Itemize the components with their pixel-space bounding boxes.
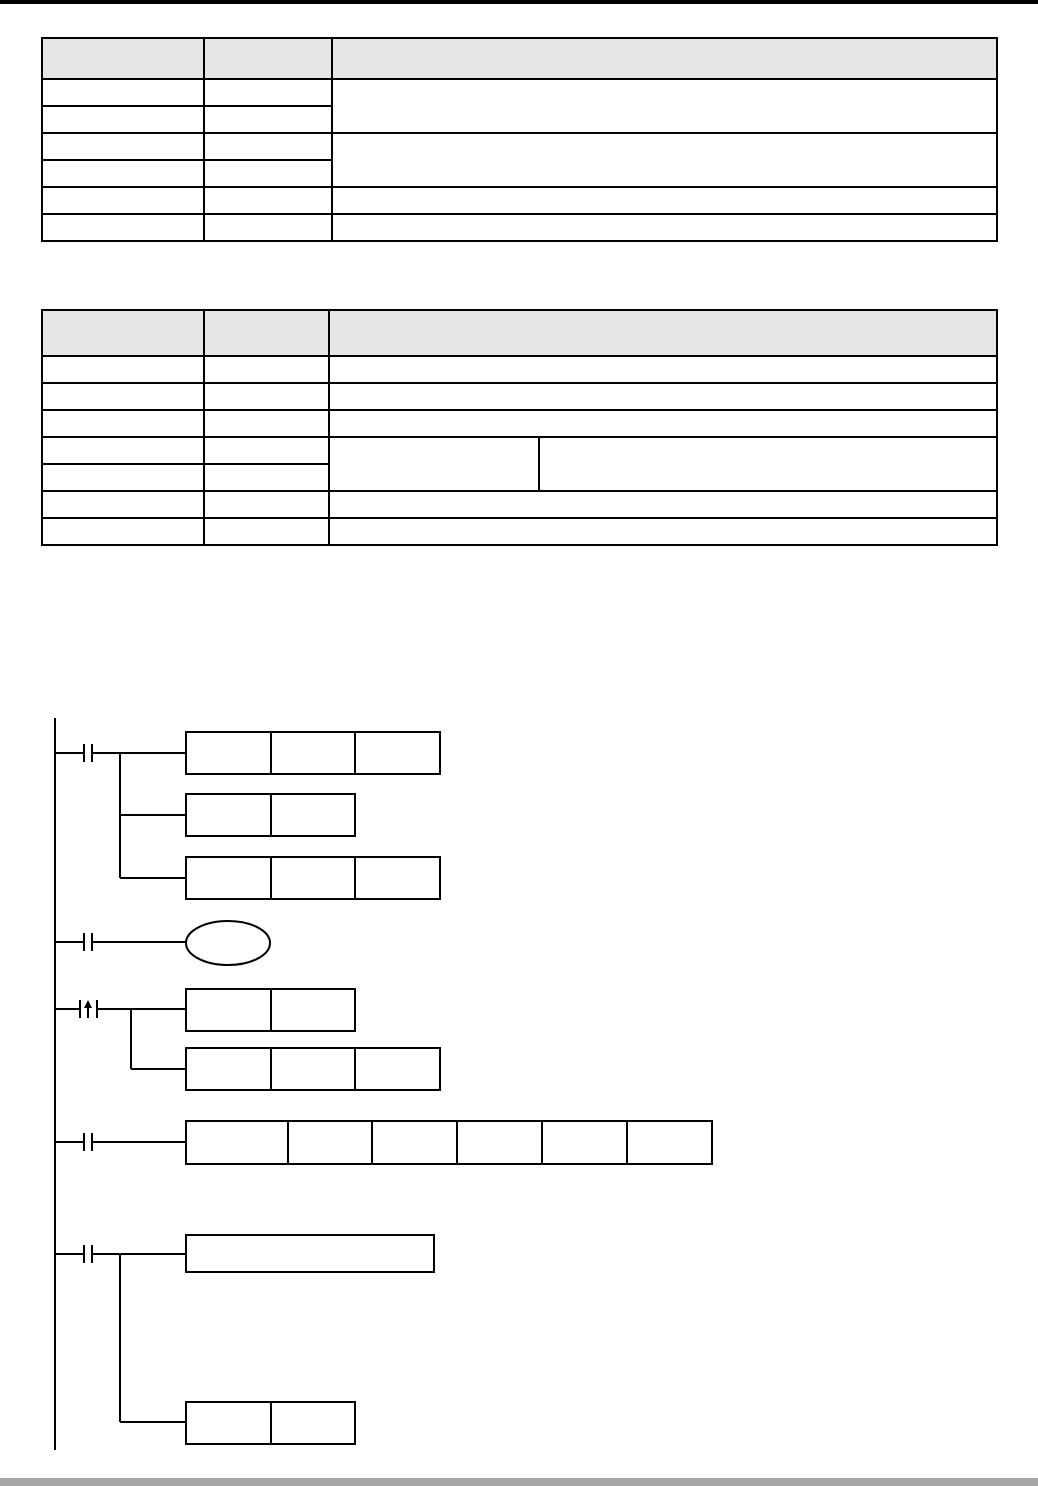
table-cell	[329, 518, 997, 545]
table-cell	[42, 383, 204, 410]
table-cell	[329, 410, 997, 437]
rung-5	[55, 1235, 434, 1444]
table-cell	[332, 187, 997, 214]
table-cell	[329, 383, 997, 410]
table-cell-merged	[332, 133, 997, 187]
contact-rising-edge	[80, 1000, 97, 1018]
table-cell	[42, 464, 204, 491]
table-cell-merged	[332, 79, 997, 133]
table-cell	[42, 410, 204, 437]
table-header-row	[42, 38, 997, 79]
instruction-box	[186, 1121, 712, 1164]
instruction-box	[186, 989, 355, 1031]
table-cell	[42, 79, 204, 106]
table-row	[42, 187, 997, 214]
instruction-box	[186, 732, 440, 774]
instruction-box	[186, 1235, 434, 1272]
instruction-box	[186, 857, 440, 899]
table-cell	[204, 410, 329, 437]
table-cell	[204, 437, 329, 464]
table-cell	[204, 491, 329, 518]
contact-normally-open	[84, 1245, 92, 1263]
table-cell	[204, 133, 332, 160]
table-row	[42, 214, 997, 241]
table-cell	[42, 356, 204, 383]
header-cell	[204, 310, 329, 356]
table-row	[42, 410, 997, 437]
table-cell	[204, 79, 332, 106]
table-cell	[204, 187, 332, 214]
table-row	[42, 383, 997, 410]
table-cell	[42, 133, 204, 160]
contact-normally-open	[84, 933, 92, 951]
table-cell	[42, 160, 204, 187]
ladder-diagram	[0, 700, 1038, 1460]
instruction-box	[186, 1048, 440, 1090]
table-cell	[204, 383, 329, 410]
register-table-2	[41, 309, 998, 546]
table-cell	[329, 356, 997, 383]
header-cell	[332, 38, 997, 79]
table-row	[42, 133, 997, 160]
footer-bar	[0, 1478, 1038, 1486]
contact-normally-open	[84, 744, 92, 762]
rung-4	[55, 1121, 712, 1164]
table-cell	[42, 106, 204, 133]
table-cell	[204, 106, 332, 133]
top-rule	[0, 0, 1038, 4]
table-header-row	[42, 310, 997, 356]
register-table-1	[41, 37, 998, 242]
instruction-box	[186, 1402, 355, 1444]
table-cell-merged	[539, 437, 997, 491]
table-cell	[42, 187, 204, 214]
header-cell	[329, 310, 997, 356]
table-cell	[332, 214, 997, 241]
rung-3	[55, 989, 440, 1090]
table-cell	[204, 464, 329, 491]
table-row	[42, 79, 997, 106]
table-cell	[42, 518, 204, 545]
table-row	[42, 491, 997, 518]
table-cell	[204, 160, 332, 187]
table-row	[42, 518, 997, 545]
output-coil	[186, 921, 270, 965]
table-cell	[329, 491, 997, 518]
table-cell	[204, 214, 332, 241]
rung-1	[55, 732, 440, 899]
instruction-box	[186, 794, 355, 836]
rung-2	[55, 921, 270, 965]
table-row	[42, 356, 997, 383]
table-cell-merged	[329, 437, 539, 491]
table-cell	[204, 518, 329, 545]
table-cell	[42, 437, 204, 464]
contact-normally-open	[84, 1133, 92, 1151]
header-cell	[42, 38, 204, 79]
table-cell	[42, 491, 204, 518]
header-cell	[42, 310, 204, 356]
table-cell	[42, 214, 204, 241]
header-cell	[204, 38, 332, 79]
table-cell	[204, 356, 329, 383]
table-row	[42, 437, 997, 464]
